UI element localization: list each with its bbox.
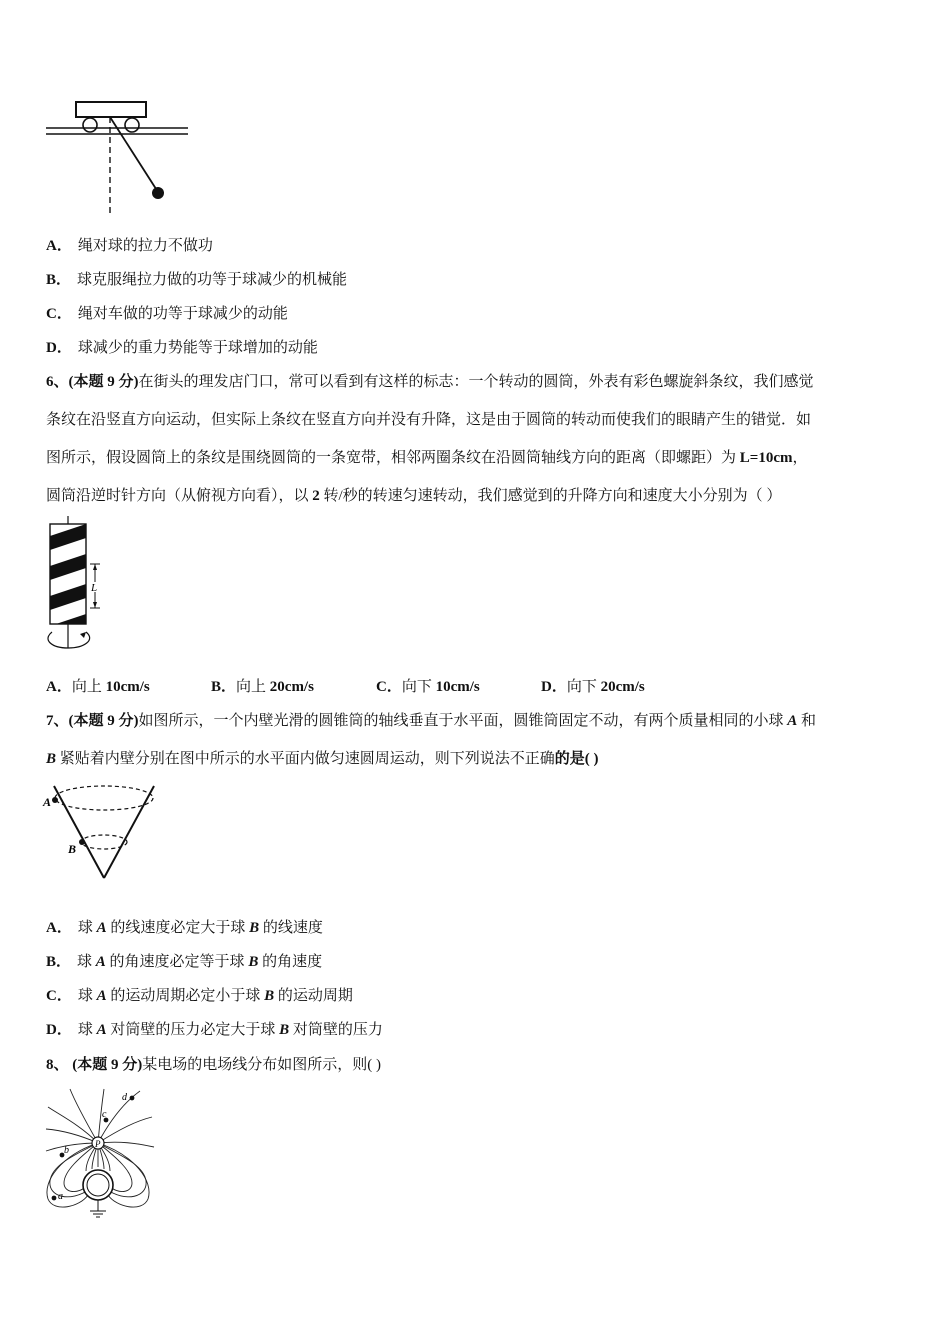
cone-label-a: A <box>43 795 52 809</box>
electric-field-figure <box>40 1085 160 1220</box>
q6-line-1: 6、(本题 9 分)在街头的理发店门口，常可以看到有这样的标志：一个转动的圆筒，外表有彩色螺旋斜条纹，我们感觉 <box>46 374 814 390</box>
q6-stem <box>46 363 908 515</box>
field-label-d: d <box>122 1092 127 1103</box>
q7-option-a[interactable]: A． 球 A 的线速度必定大于球 B 的线速度 <box>46 920 323 936</box>
field-label-b: b <box>64 1145 69 1156</box>
q5-option-c[interactable]: C． 绳对车做的功等于球减少的动能 <box>46 306 288 322</box>
q6-option-a[interactable]: A．向上 10cm/s <box>46 679 150 695</box>
q7-line-2: B 紧贴着内壁分别在图中所示的水平面内做匀速圆周运动，则下列说法不正确的是( ) <box>46 751 599 767</box>
q7-option-d[interactable]: D． 球 A 对筒壁的压力必定大于球 B 对筒壁的压力 <box>46 1022 383 1038</box>
q7-option-b[interactable]: B． 球 A 的角速度必定等于球 B 的角速度 <box>46 954 323 970</box>
field-label-c: c <box>102 1109 107 1120</box>
q6-line-2: 条纹在沿竖直方向运动，但实际上条纹在竖直方向并没有升降，这是由于圆筒的转动而使我们的眼睛产生的错觉．如 <box>46 412 812 428</box>
pitch-label: L <box>91 582 98 594</box>
q5-option-a[interactable]: A． 绳对球的拉力不做功 <box>46 238 213 254</box>
cone-label-b: B <box>68 842 77 856</box>
field-label-p: P <box>95 1139 101 1149</box>
q7-stem <box>46 702 908 778</box>
q7-line-1: 7、(本题 9 分)如图所示，一个内壁光滑的圆锥筒的轴线垂直于水平面，圆锥筒固定不动，有两个质量相同的小球 A 和 <box>46 713 817 729</box>
q6-option-b[interactable]: B．向上 20cm/s <box>211 679 314 695</box>
cone-figure <box>40 780 165 885</box>
q6-options <box>46 677 645 697</box>
q6-line-4: 圆筒沿逆时针方向（从俯视方向看），以 2 转/秒的转速匀速转动，我们感觉到的升降方向和速度大小分别为（ ） <box>46 488 782 504</box>
cart-pendulum-figure <box>40 96 200 218</box>
q6-option-d[interactable]: D．向下 20cm/s <box>541 679 645 695</box>
q7-option-c[interactable]: C． 球 A 的运动周期必定小于球 B 的运动周期 <box>46 988 353 1004</box>
barber-pole-figure <box>42 516 112 656</box>
q8-stem: 8、 (本题 9 分)某电场的电场线分布如图所示，则( ) <box>46 1057 382 1073</box>
field-label-a: a <box>58 1191 63 1202</box>
q5-option-d[interactable]: D． 球减少的重力势能等于球增加的动能 <box>46 340 318 356</box>
q5-option-b[interactable]: B． 球克服绳拉力做的功等于球减少的机械能 <box>46 272 348 288</box>
q6-option-c[interactable]: C．向下 10cm/s <box>376 679 480 695</box>
q6-line-3: 图所示，假设圆筒上的条纹是围绕圆筒的一条宽带，相邻两圈条纹在沿圆筒轴线方向的距离（即螺距）为 L=10cm， <box>46 450 808 466</box>
